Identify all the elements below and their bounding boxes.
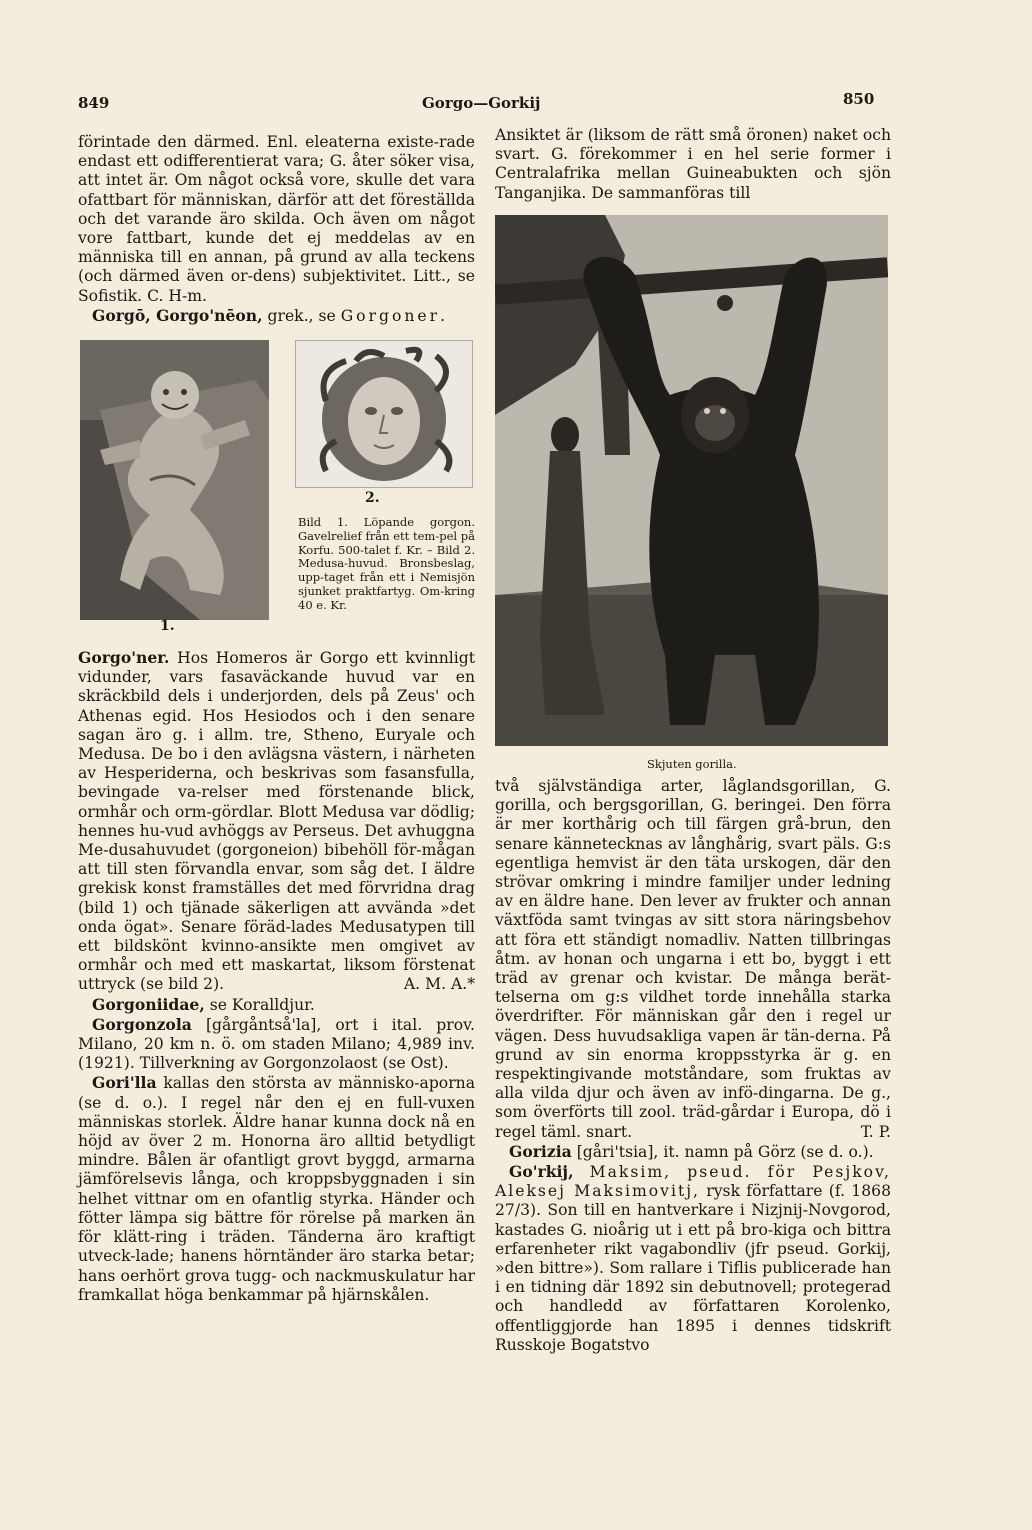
author-signature: A. M. A.* [403,975,475,994]
entry-gorgoner [78,648,475,995]
entry-gorizia [495,1142,891,1162]
entry-headword: Gorizia [509,1141,572,1161]
entry-headword: Gori'lla [92,1073,157,1093]
figure-medusa-head [295,340,473,488]
medusa-head-illustration [296,341,472,487]
entry-headword: Gorgō, Gorgo'nēon, [92,305,263,325]
entry-gorgonzola [78,1015,475,1074]
paragraph: förintade den därmed. Enl. eleaterna existe-rade endast ett odifferentierat vara; G. åter söker visa, att intet är. Om något också vore, skulle det vara ofattbart för människan, därför att det föreställda och det varande äro skilda. Och även om något vore fattbart, kunde det ej meddelas av en människa till en annan, på grund av alla teckens (och därmed även or-dens) subjektivitet. Litt., se Sofistik. C. H-m. [78,133,475,305]
page-number-left: 849 [78,94,110,112]
entry-gorgoniidae [78,995,475,1015]
right-column-top [495,126,891,203]
entry-headword: Gorgo'ner. [78,648,170,667]
entry-headword: Go'rkij, [509,1162,574,1182]
gorgon-relief-illustration [80,340,269,620]
entry-text: se Koralldjur. [204,995,315,1014]
figure-1-2-caption: Bild 1. Löpande gorgon. Gavelrelief från ett tem-pel på Korfu. 500-talet f. Kr. – Bild 2. Medusa-huvud. Bronsbeslag, upp-taget från ett i Nemisjön sjunket praktfartyg. Om-kring 40 e. Kr. [298,515,475,612]
figure-1-number: 1. [160,618,175,634]
paragraph: Ansiktet är (liksom de rätt små öronen) naket och svart. G. förekommer i en hel serie former i Centralafrika mellan Guineabukten och sjön Tanganjika. De sammanföras till [495,126,891,202]
entry-text: [gåri'tsia], it. namn på Görz (se d. o.). [571,1142,874,1161]
figure-gorilla-photo [495,215,888,746]
right-column-bottom [495,777,891,1355]
entry-gorkij [495,1162,891,1355]
entry-text: kallas den största av människo-aporna (se d. o.). I regel når den ej en full-vuxen människas storlek. Äldre hanar kunna dock nå en höjd av över 2 m. Honorna äro alltid betydligt mindre. Bålen är ofantligt grovt byggd, armarna jämförelsevis långa, och kroppsbyggnaden i sin helhet vittnar om en ofantlig styrka. Händer och fötter lämpa sig bättre för rörelse på marken än för klätt-ring i träden. Tänderna äro kraftigt utveck-lade; hanens hörntänder äro starka betar; hans oerhört grova tugg- och nackmuskulatur har framkallat höga benkammar på hjärnskålen. [78,1074,475,1304]
gorilla-photo-illustration [495,215,888,746]
entry-text: grek., se [262,306,341,325]
entry-person-name: Maksim, pseud. för Pesjkov, Aleksej Maksimovitj, [495,1163,891,1201]
entry-end: . [440,306,446,325]
cross-reference: Gorgoner [340,306,441,325]
entry-headword: Gorgoniidae, [92,994,205,1014]
author-signature: T. P. [860,1122,891,1141]
entry-gorgo [78,306,475,326]
entry-text: två självständiga arter, låglandsgorillan, G. gorilla, och bergsgorillan, G. beringei. Den förra är mer korthårig och till färgen grå-brun, den senare kännetecknas av långhårig, svart päls. G:s egentliga hemvist är den täta urskogen, där den strövar omkring i mindre familjer under ledning av en äldre hane. Den lever av frukter och annan växtföda samt tvingas av sitt stora näringsbehov att föra ett ständigt nomadliv. Natten tillbringas åtm. av honan och ungarna i ett bo, byggt i ett träd av grenar och kvistar. De många berät-telserna om g:s vildhet torde innehålla starka överdrifter. För människan går den i regel ur vägen. Dess huvudsakliga vapen är tän-derna. På grund av sin enorma kroppsstyrka är g. en respektingivande motståndare, som fruktas av alla vilda djur och även av infö-dingarna. De g., som överförts till zool. träd-gårdar i Europa, dö i regel täml. snart. [495,777,891,1141]
left-column-bottom [78,648,475,1305]
figure-gorgon-relief [80,340,269,620]
entry-text: Hos Homeros är Gorgo ett kvinnligt vidunder, vars fasaväckande huvud var en skräckbild dels i underjorden, dels på Zeus' och Athenas egid. Hos Hesiodos och i den senare sagan äro g. i allm. tre, Stheno, Euryale och Medusa. De bo i den avlägsna västern, i närheten av Hesperiderna, och beskrivas som fasansfulla, bevingade va-relser med förstenande blick, ormhår och orm-gördlar. Blott Medusa var dödlig; hennes hu-vud avhöggs av Perseus. Det avhuggna Me-dusahuvudet (gorgoneion) bibehöll för-mågan att till sten förvandla envar, som såg det. I äldre grekisk konst framställes det med förvridna drag (bild 1) och tjänade säkerligen att avvända »det onda ögat». Senare föräd-lades Medusatypen till ett bildskönt kvinno-ansikte men omgivet av ormhår och med ett maskartat, liksom förstenat uttryck (se bild 2). [78,649,475,994]
page-number-right: 850 [843,90,875,108]
entry-gorilla [78,1073,475,1304]
figure-gorilla-caption: Skjuten gorilla. [647,757,737,771]
left-column-top [78,133,475,326]
entry-text: rysk författare (f. 1868 27/3). Son till en hantverkare i Nizjnij-Novgorod, kastades G. nioårig ut i ett på bro-kiga och bittra erfarenheter rikt vagabondliv (jfr pseud. Gorkij, »den bittre»). Som rallare i Tiflis publicerade han i en tidning där 1892 sin debutnovell; protegerad och handledd av författaren Korolenko, offentliggjorde han 1895 i dennes tidskrift Russkoje Bogatstvo [495,1182,891,1354]
figure-2-number: 2. [365,490,380,506]
running-title: Gorgo—Gorkij [422,94,541,112]
gorilla-continuation [495,777,891,1142]
entry-headword: Gorgonzola [92,1014,192,1034]
entry-text: [gårgåntså'la], ort i ital. prov. Milano, 20 km n. ö. om staden Milano; 4,989 inv. (1921). Tillverkning av Gorgonzolaost (se Ost). [78,1015,475,1073]
